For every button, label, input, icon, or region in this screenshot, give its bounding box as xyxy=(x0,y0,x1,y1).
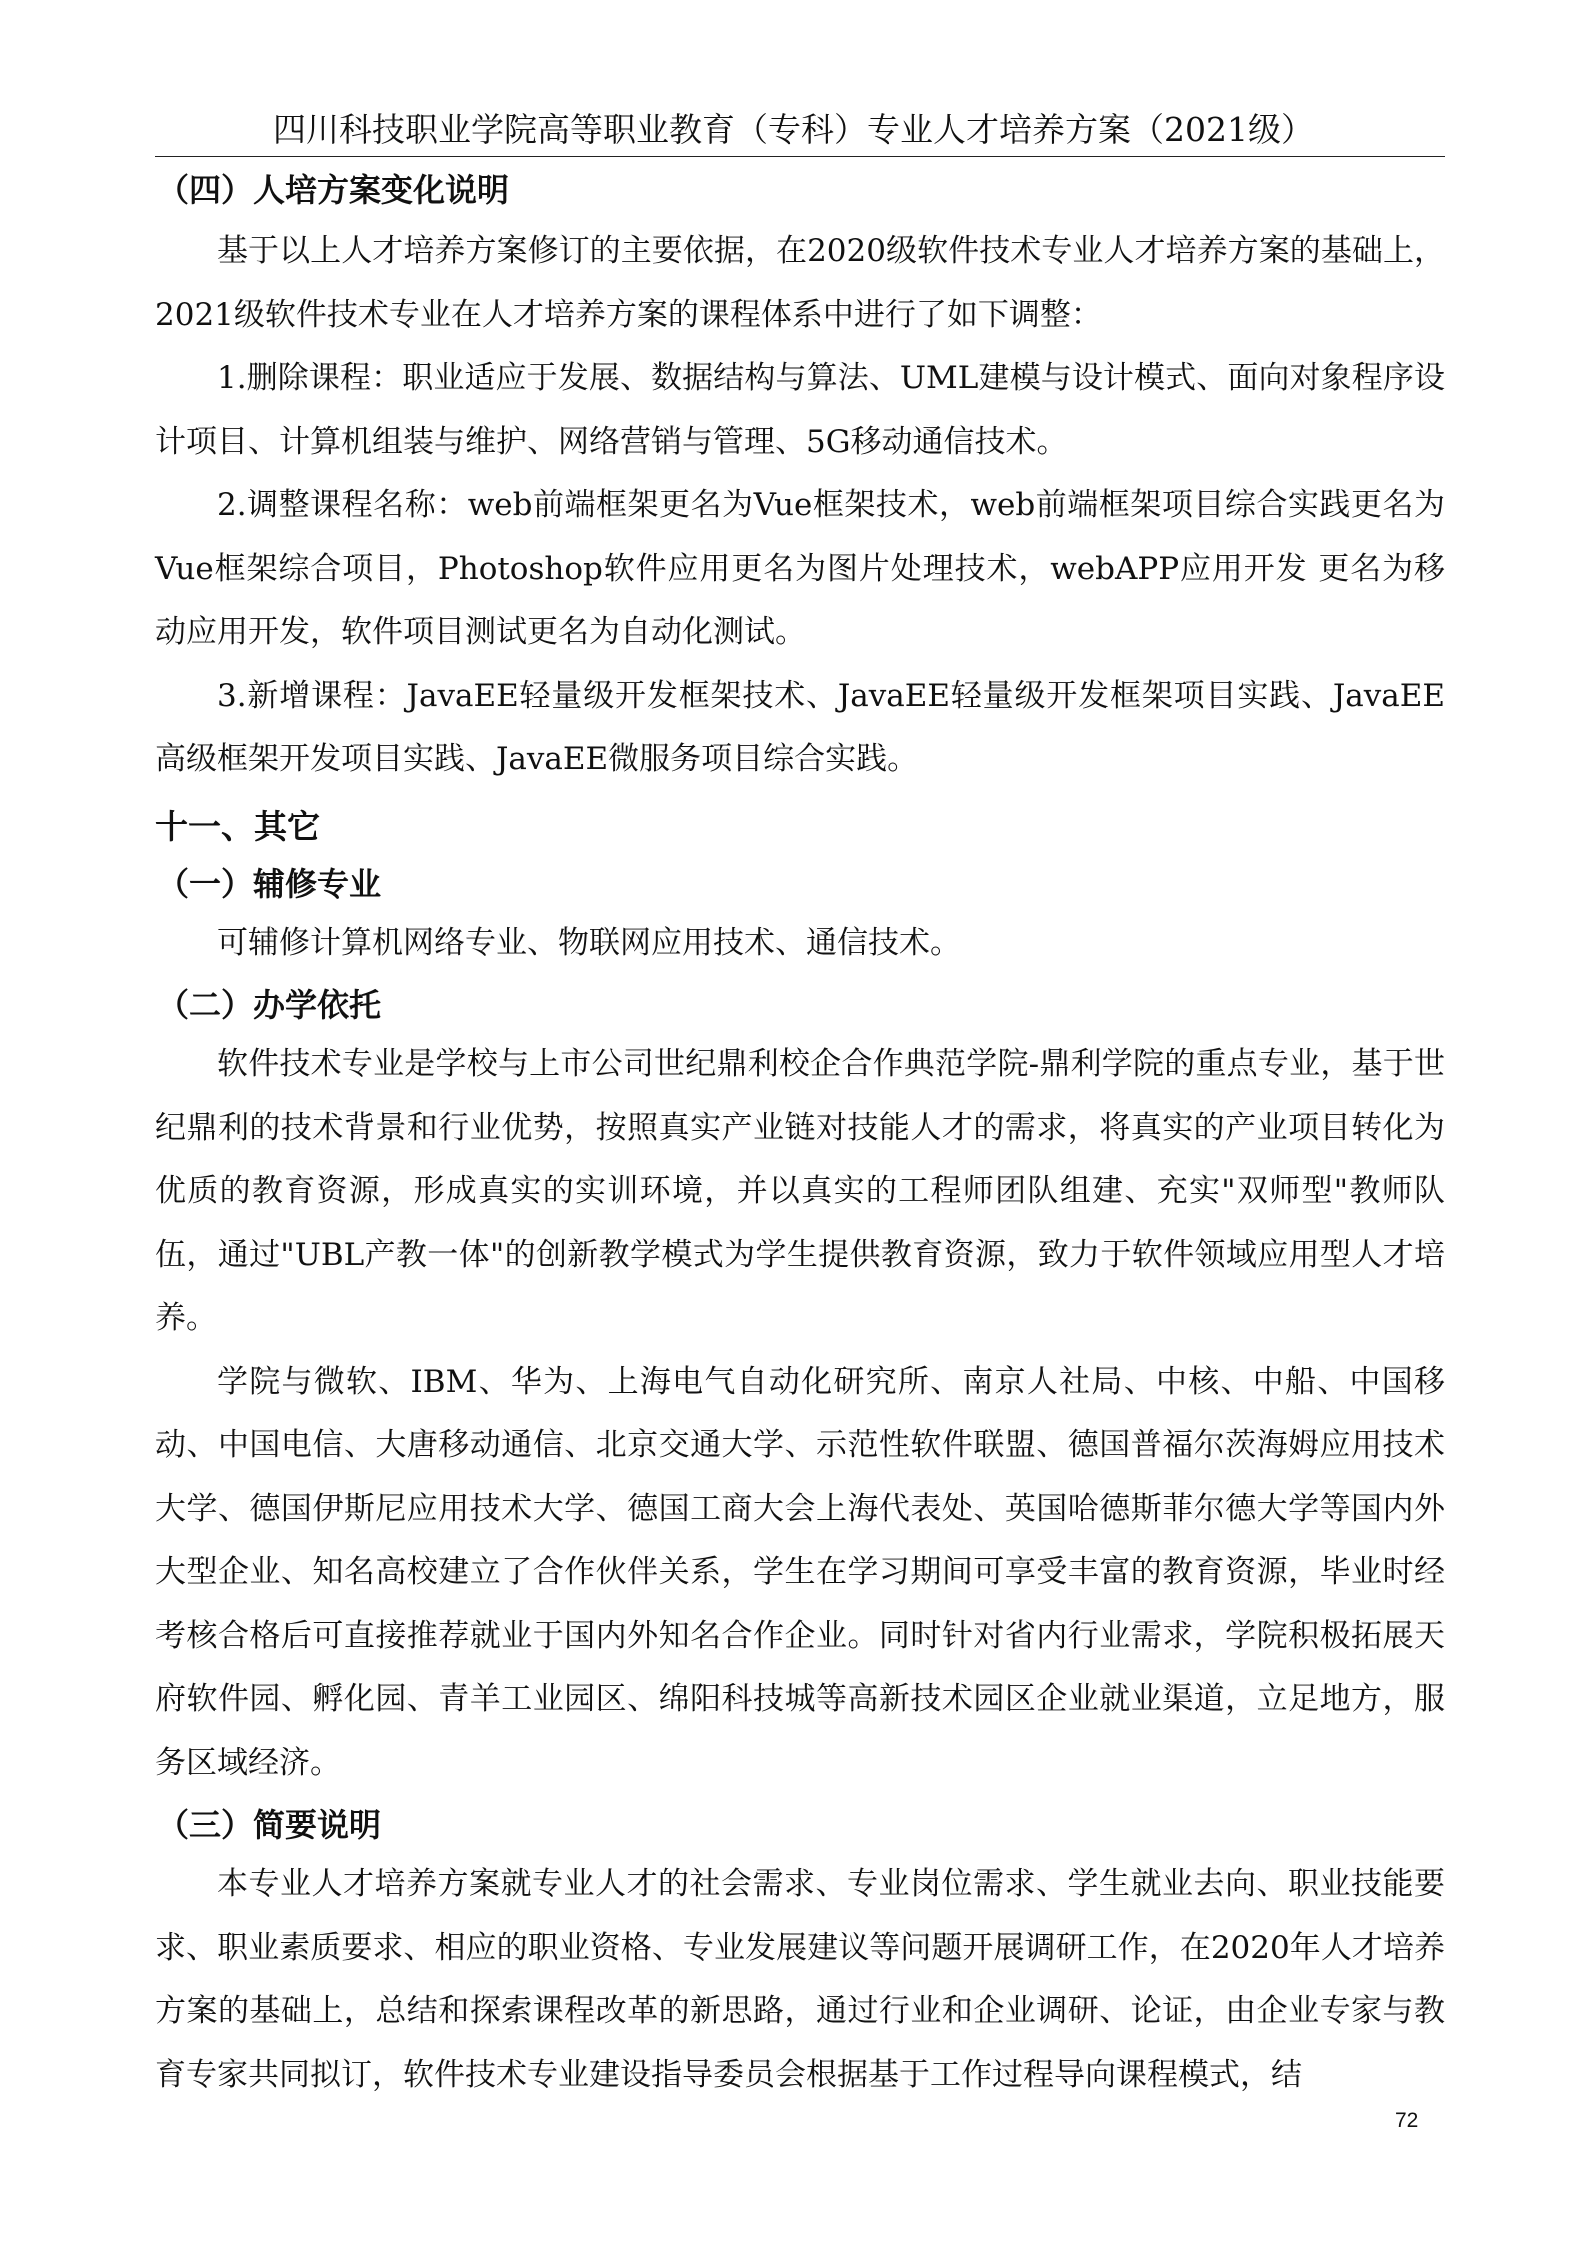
paragraph: 本专业人才培养方案就专业人才的社会需求、专业岗位需求、学生就业去向、职业技能要求、职业素质要求、相应的职业资格、专业发展建议等问题开展调研工作，在2020年人才培养方案的基础上，总结和探索课程改革的新思路，通过行业和企业调研、论证，由企业专家与教育专家共同拟订，软件技术专业建设指导委员会根据基于工作过程导向课程模式，结 xyxy=(155,1866,1445,2093)
section-heading-summary: （三）简要说明 xyxy=(157,1806,382,1844)
running-header: 四川科技职业学院高等职业教育（专科）专业人才培养方案（2021级） xyxy=(273,110,1314,149)
paragraph: 学院与微软、IBM、华为、上海电气自动化研究所、南京人社局、中核、中船、中国移动、中国电信、大唐移动通信、北京交通大学、示范性软件联盟、德国普福尔茨海姆应用技术大学、德国伊斯尼应用技术大学、德国工商大会上海代表处、英国哈德斯菲尔德大学等国内外大型企业、知名高校建立了合作伙伴关系，学生在学习期间可享受丰富的教育资源，毕业时经考核合格后可直接推荐就业于国内外知名合作企业。同时针对省内行业需求，学院积极拓展天府软件园、孵化园、青羊工业园区、绵阳科技城等高新技术园区企业就业渠道，立足地方，服务区域经济。 xyxy=(155,1363,1445,1781)
paragraph: 2.调整课程名称：web前端框架更名为Vue框架技术，web前端框架项目综合实践更名为Vue框架综合项目，Photoshop软件应用更名为图片处理技术，webAPP应用开发 更名为移动应用开发，软件项目测试更名为自动化测试。 xyxy=(155,487,1445,650)
paragraph: 3.新增课程：JavaEE轻量级开发框架技术、JavaEE轻量级开发框架项目实践、JavaEE高级框架开发项目实践、JavaEE微服务项目综合实践。 xyxy=(155,677,1445,777)
page-number: 72 xyxy=(1395,2109,1419,2132)
header-rule xyxy=(155,156,1445,157)
paragraph: 基于以上人才培养方案修订的主要依据，在2020级软件技术专业人才培养方案的基础上，2021级软件技术专业在人才培养方案的课程体系中进行了如下调整： xyxy=(155,233,1445,333)
section-heading-plan-changes: （四）人培方案变化说明 xyxy=(157,171,510,209)
section-heading-support: （二）办学依托 xyxy=(157,986,382,1024)
paragraph: 可辅修计算机网络专业、物联网应用技术、通信技术。 xyxy=(217,924,961,961)
paragraph: 软件技术专业是学校与上市公司世纪鼎利校企合作典范学院-鼎利学院的重点专业，基于世纪鼎利的技术背景和行业优势，按照真实产业链对技能人才的需求，将真实的产业项目转化为优质的教育资源，形成真实的实训环境，并以真实的工程师团队组建、充实"双师型"教师队伍，通过"UBL产教一体"的创新教学模式为学生提供教育资源，致力于软件领域应用型人才培养。 xyxy=(155,1046,1445,1336)
section-heading-minor: （一）辅修专业 xyxy=(157,864,382,903)
chapter-heading-other: 十一、其它 xyxy=(155,806,320,846)
page-content xyxy=(155,160,1445,2107)
paragraph: 1.删除课程：职业适应于发展、数据结构与算法、UML建模与设计模式、面向对象程序设计项目、计算机组装与维护、网络营销与管理、5G移动通信技术。 xyxy=(155,360,1445,460)
